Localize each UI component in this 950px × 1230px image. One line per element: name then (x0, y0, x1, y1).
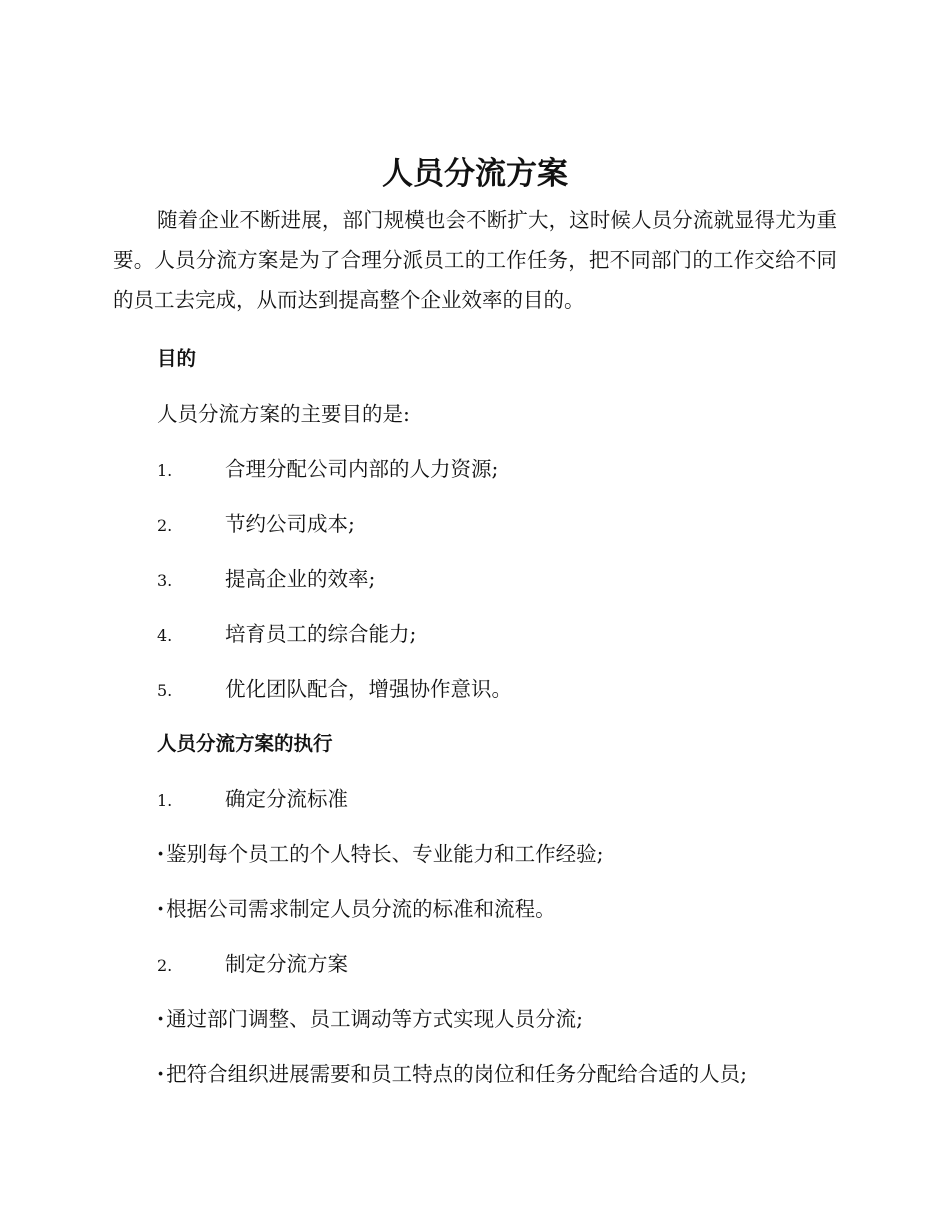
list-number: 2. (157, 956, 173, 975)
bullet-text: 鉴别每个员工的个人特长、专业能力和工作经验; (166, 842, 604, 866)
purpose-item-2 (157, 507, 857, 543)
execution-step-2 (157, 947, 857, 983)
list-number: 3. (157, 571, 173, 590)
bullet-icon: · (157, 1007, 165, 1031)
step-title: 确定分流标准 (225, 787, 348, 811)
bullet-icon: · (157, 897, 165, 921)
intro-paragraph: 随着企业不断进展，部门规模也会不断扩大，这时候人员分流就显得尤为重要。人员分流方案是为了合理分派员工的工作任务，把不同部门的工作交给不同的员工去完成，从而达到提高整个企业效率的目的。 (113, 208, 837, 312)
purpose-item-1 (157, 452, 857, 488)
execution-step-1-bullet-1 (157, 837, 857, 871)
purpose-heading: 目的 (157, 347, 197, 370)
execution-step-2-bullet-1 (157, 1002, 857, 1036)
list-item-text: 提高企业的效率; (225, 567, 376, 591)
list-number: 5. (157, 681, 173, 700)
purpose-lead: 人员分流方案的主要目的是: (157, 402, 410, 426)
purpose-item-4 (157, 617, 857, 653)
execution-step-1 (157, 782, 857, 818)
execution-step-2-bullet-2 (157, 1057, 857, 1091)
list-number: 2. (157, 516, 173, 535)
purpose-item-5 (157, 672, 857, 708)
bullet-text: 通过部门调整、员工调动等方式实现人员分流; (166, 1007, 584, 1031)
bullet-icon: · (157, 842, 165, 866)
list-item-text: 优化团队配合，增强协作意识。 (225, 677, 512, 701)
document-title: 人员分流方案 (382, 156, 568, 192)
list-item-text: 培育员工的综合能力; (225, 622, 417, 646)
execution-step-1-bullet-2 (157, 892, 857, 926)
list-number: 1. (157, 791, 173, 810)
list-number: 4. (157, 626, 173, 645)
list-number: 1. (157, 461, 173, 480)
bullet-text: 把符合组织进展需要和员工特点的岗位和任务分配给合适的人员; (166, 1062, 748, 1086)
bullet-icon: · (157, 1062, 165, 1086)
execution-heading: 人员分流方案的执行 (157, 732, 333, 755)
step-title: 制定分流方案 (225, 952, 348, 976)
list-item-text: 合理分配公司内部的人力资源; (225, 457, 499, 481)
list-item-text: 节约公司成本; (225, 512, 355, 536)
purpose-item-3 (157, 562, 857, 598)
bullet-text: 根据公司需求制定人员分流的标准和流程。 (166, 897, 556, 921)
